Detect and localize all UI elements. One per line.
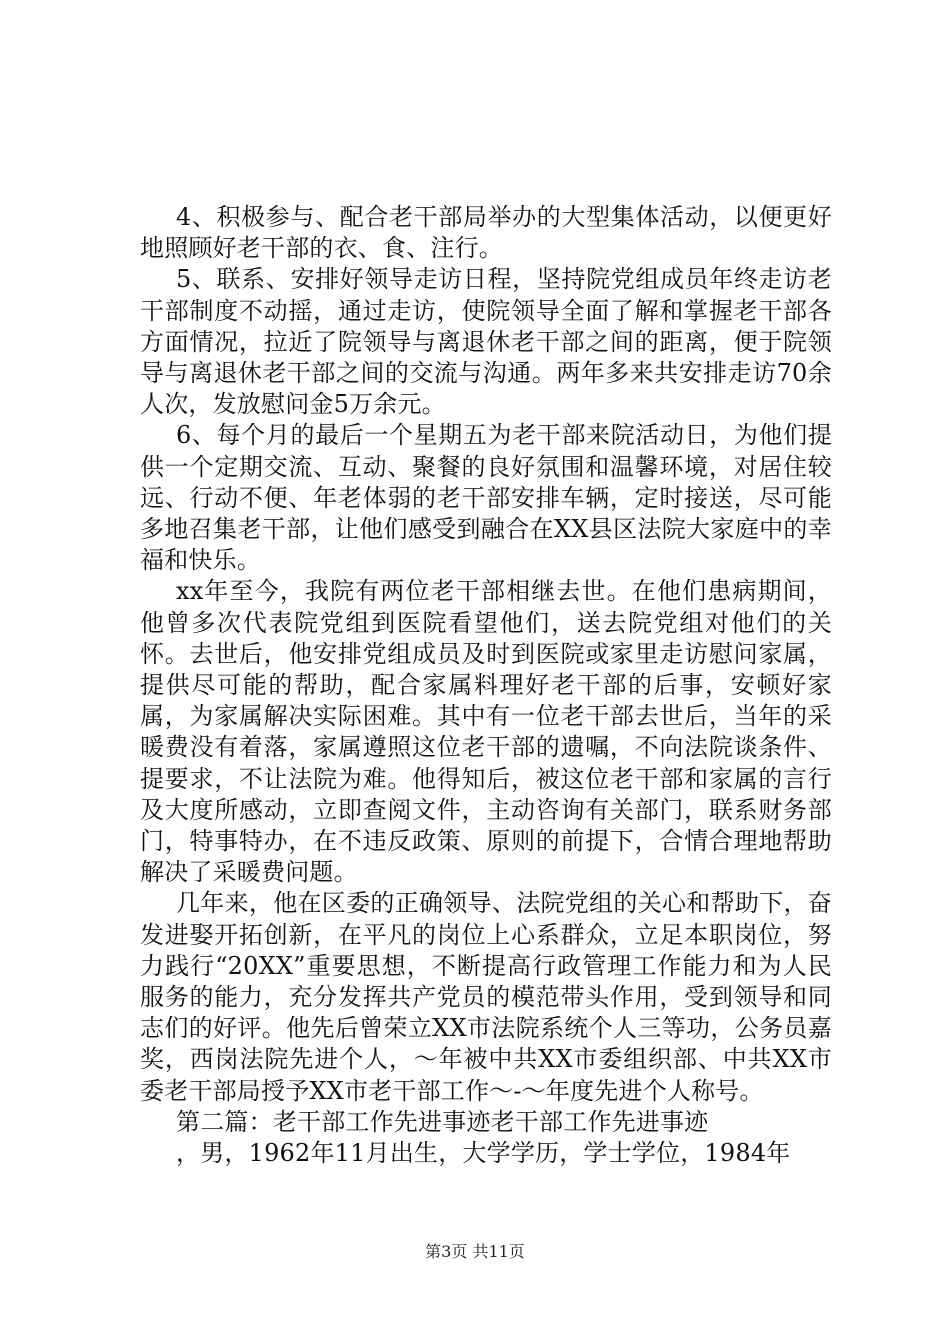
paragraph-item-4: 4、积极参与、配合老干部局举办的大型集体活动，以便更好地照顾好老干部的衣、食、注行。: [140, 203, 832, 263]
document-body: [140, 202, 832, 1169]
paragraph-bereavement: xx年至今，我院有两位老干部相继去世。在他们患病期间，他曾多次代表院党组到医院看望他们，送去院党组对他们的关怀。去世后，他安排党组成员及时到医院或家里走访慰问家属，提供尽可能的帮助，配合家属料理好老干部的后事，安顿好家属，为家属解决实际困难。其中有一位老干部去世后，当年的采暖费没有着落，家属遵照这位老干部的遗嘱，不向法院谈条件、提要求，不让法院为难。他得知后，被这位老干部和家属的言行及大度所感动，立即查阅文件，主动咨询有关部门，联系财务部门，特事特办，在不违反政策、原则的前提下，合情合理地帮助解决了采暖费问题。: [140, 577, 832, 887]
paragraph-profile-intro: ，男，1962年11月出生，大学学历，学士学位，1984年: [176, 1139, 791, 1168]
page-number-footer: 第3页 共11页: [425, 1242, 525, 1261]
section-heading-part-two: 第二篇：老干部工作先进事迹老干部工作先进事迹: [176, 1107, 709, 1136]
paragraph-item-6: 6、每个月的最后一个星期五为老干部来院活动日，为他们提供一个定期交流、互动、聚餐的良好氛围和温馨环境，对居住较远、行动不便、年老体弱的老干部安排车辆，定时接送，尽可能多地召集老干部，让他们感受到融合在XX县区法院大家庭中的幸福和快乐。: [140, 421, 832, 575]
paragraph-summary: 几年来，他在区委的正确领导、法院党组的关心和帮助下，奋发进娶开拓创新，在平凡的岗位上心系群众，立足本职岗位，努力践行“20XX”重要思想，不断提高行政管理工作能力和为人民服务的能力，充分发挥共产党员的模范带头作用，受到领导和同志们的好评。他先后曾荣立XX市法院系统个人三等功，公务员嘉奖，西岗法院先进个人，～年被中共XX市委组织部、中共XX市委老干部局授予XX市老干部工作～-～年度先进个人称号。: [140, 889, 832, 1105]
paragraph-item-5: 5、联系、安排好领导走访日程，坚持院党组成员年终走访老干部制度不动摇，通过走访，使院领导全面了解和掌握老干部各方面情况，拉近了院领导与离退休老干部之间的距离，便于院领导与离退休老干部之间的交流与沟通。两年多来共安排走访70余人次，发放慰问金5万余元。: [140, 265, 832, 419]
